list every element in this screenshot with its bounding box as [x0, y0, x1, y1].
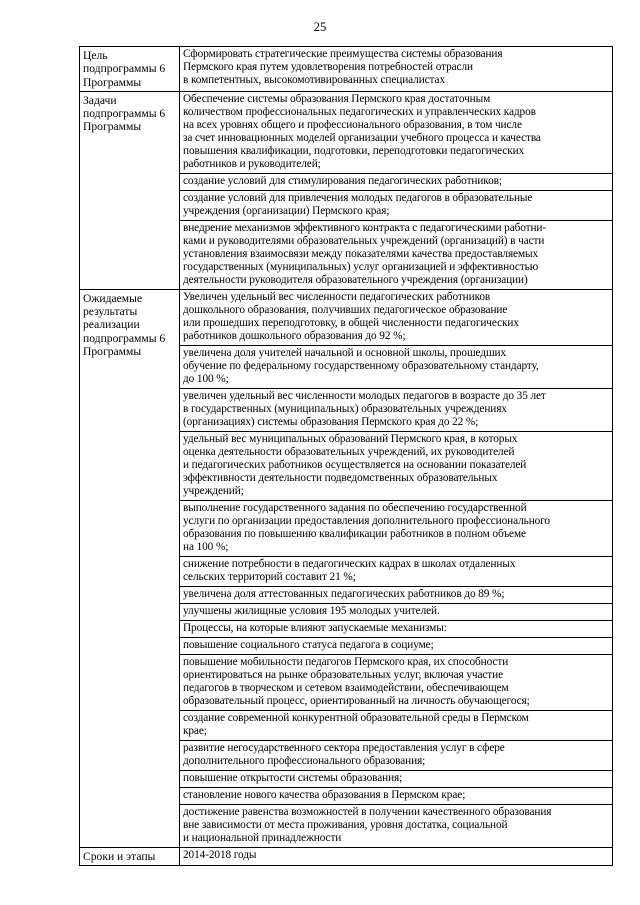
- row-label-line: Программы: [83, 120, 142, 134]
- content-line: создание условий для привлечения молодых педагогов в образовательные: [183, 191, 533, 204]
- content-line: Обеспечение системы образования Пермского края достаточным: [183, 92, 491, 105]
- content-line: до 100 %;: [183, 372, 229, 385]
- content-line: на всех уровнях общего и профессионального образования, в том числе: [183, 118, 522, 131]
- content-line: Сформировать стратегические преимущества системы образования: [183, 48, 503, 60]
- content-line: или прошедших переподготовку, в общей численности педагогических: [183, 316, 519, 329]
- content-item: [180, 848, 612, 864]
- content-item: [180, 221, 612, 289]
- content-line: повышение мобильности педагогов Пермского края, их способности: [183, 655, 509, 668]
- content-line: улучшены жилищные условия 195 молодых учителей.: [183, 604, 440, 617]
- row-label-line: подпрограммы 6: [83, 331, 166, 345]
- row-label-line: Программы: [83, 345, 142, 359]
- content-item: [180, 501, 612, 557]
- content-line: Пермского края путем удовлетворения потребностей отрасли: [183, 61, 473, 73]
- content-line: работников и руководителей;: [183, 157, 321, 170]
- row-label-cell: [80, 847, 180, 865]
- row-label-cell: [80, 47, 180, 92]
- content-line: увеличена доля учителей начальной и основной школы, прошедших: [183, 346, 507, 359]
- content-line: становление нового качества образования в Пермском крае;: [183, 788, 466, 801]
- content-line: эффективности деятельности подведомственных образовательных: [183, 471, 498, 484]
- content-item: [180, 92, 612, 174]
- content-line: Увеличен удельный вес численности педагогических работников: [183, 290, 491, 303]
- subprogram-table: [79, 46, 613, 866]
- content-item: [180, 432, 612, 501]
- content-item: [180, 655, 612, 711]
- content-line: выполнение государственного задания по обеспечению государственной: [183, 501, 527, 514]
- content-line: снижение потребности в педагогических кадрах в школах отдаленных: [183, 557, 516, 570]
- content-line: оценка деятельности образовательных учреждений, их руководителей: [183, 445, 515, 458]
- content-line: создание условий для стимулирования педагогических работников;: [183, 174, 502, 187]
- content-line: за счет инновационных моделей организации учебного процесса и качества: [183, 131, 541, 144]
- page-number: 25: [313, 20, 327, 34]
- content-item: [180, 557, 612, 587]
- content-line: в государственных (муниципальных) образовательных учреждениях: [183, 402, 507, 415]
- content-line: работников дошкольного образования до 92 %;: [183, 329, 406, 342]
- content-item: [180, 290, 612, 346]
- content-line: дополнительного профессионального образования;: [183, 754, 426, 767]
- content-line: дошкольного образования, получивших педагогическое образование: [183, 303, 508, 316]
- content-line: крае;: [183, 724, 207, 737]
- content-line: и педагогических работников осуществляется на основании показателей: [183, 458, 527, 471]
- row-label-line: Задачи: [83, 93, 117, 107]
- content-line: учреждений;: [183, 484, 244, 497]
- table-row: [80, 289, 613, 847]
- content-line: увеличена доля аттестованных педагогических работников до 89 %;: [183, 587, 505, 600]
- row-label-line: подпрограммы 6: [83, 62, 166, 76]
- content-line: учреждения (организации) Пермского края;: [183, 204, 390, 217]
- content-item: [180, 621, 612, 638]
- content-line: на 100 %;: [183, 540, 229, 553]
- content-line: вне зависимости от места проживания, уровня достатка, социальной: [183, 818, 508, 831]
- content-line: увеличен удельный вес численности молодых педагогов в возрасте до 35 лет: [183, 389, 546, 402]
- row-label-line: Сроки и этапы: [83, 849, 156, 863]
- content-item: [180, 587, 612, 604]
- row-label-line: Программы: [83, 75, 142, 89]
- content-line: педагогов в творческом и сетевом взаимодействии, обеспечивающем: [183, 681, 509, 694]
- content-line: повышения квалификации, подготовки, переподготовки педагогических: [183, 144, 525, 157]
- content-line: ками и руководителями образовательных учреждений (организаций) в части: [183, 234, 545, 247]
- row-label-cell: [80, 289, 180, 847]
- row-content-cell: [180, 91, 613, 289]
- row-label-line: Ожидаемые: [83, 291, 143, 305]
- content-line: обучение по федеральному государственному образовательному стандарту,: [183, 359, 539, 372]
- row-label-line: реализации: [83, 318, 140, 332]
- content-line: государственных (муниципальных) услуг организацией и эффективностью: [183, 260, 539, 273]
- content-item: [180, 604, 612, 621]
- content-line: достижение равенства возможностей в получении качественного образования: [183, 805, 552, 818]
- content-line: образования по повышению квалификации работников в полном объеме: [183, 527, 526, 540]
- content-line: образовательный процесс, ориентированный на личность обучающегося;: [183, 694, 530, 707]
- content-line: (организациях) системы образования Пермского края до 22 %;: [183, 415, 479, 428]
- row-content-cell: [180, 847, 613, 865]
- table-row: [80, 47, 613, 92]
- content-item: [180, 741, 612, 771]
- content-line: удельный вес муниципальных образований Пермского края, в которых: [183, 432, 518, 445]
- content-line: количеством профессиональных педагогических и управленческих кадров: [183, 105, 536, 118]
- content-line: развитие негосударственного сектора предоставления услуг в сфере: [183, 741, 505, 754]
- content-line: установления взаимосвязи между показателями качества предоставляемых: [183, 247, 539, 260]
- content-line: сельских территорий составит 21 %;: [183, 570, 356, 583]
- content-line: и национальной принадлежности: [183, 831, 342, 844]
- content-item: [180, 711, 612, 741]
- content-item: [180, 389, 612, 432]
- row-label-line: подпрограммы 6: [83, 107, 166, 121]
- content-line: повышение социального статуса педагога в социуме;: [183, 638, 434, 651]
- row-label-line: Цель: [83, 49, 108, 62]
- content-line: в компетентных, высокомотивированных специалистах: [183, 74, 445, 86]
- content-item: [180, 174, 612, 191]
- content-line: внедрение механизмов эффективного контракта с педагогическими работни-: [183, 221, 547, 234]
- content-item: [180, 788, 612, 805]
- table-row: [80, 847, 613, 865]
- content-line: деятельности руководителя образовательного учреждения (организации): [183, 273, 528, 286]
- content-line: Процессы, на которые влияют запускаемые механизмы:: [183, 621, 447, 634]
- content-line: повышение открытости системы образования;: [183, 771, 403, 784]
- row-content-cell: [180, 47, 613, 92]
- content-item: [180, 638, 612, 655]
- content-line: услуги по организации предоставления дополнительного профессионального: [183, 514, 550, 527]
- content-line: ориентироваться на рынке образовательных услуг, включая участие: [183, 668, 503, 681]
- row-label-line: результаты: [83, 305, 138, 319]
- row-content-cell: [180, 289, 613, 847]
- content-item: [180, 346, 612, 389]
- row-label-cell: [80, 91, 180, 289]
- content-line: создание современной конкурентной образовательной среды в Пермском: [183, 711, 529, 724]
- content-item: [180, 805, 612, 847]
- table-row: [80, 91, 613, 289]
- content-item: [180, 191, 612, 221]
- content-item: [180, 47, 612, 89]
- content-item: [180, 771, 612, 788]
- content-line: 2014-2018 годы: [183, 848, 257, 861]
